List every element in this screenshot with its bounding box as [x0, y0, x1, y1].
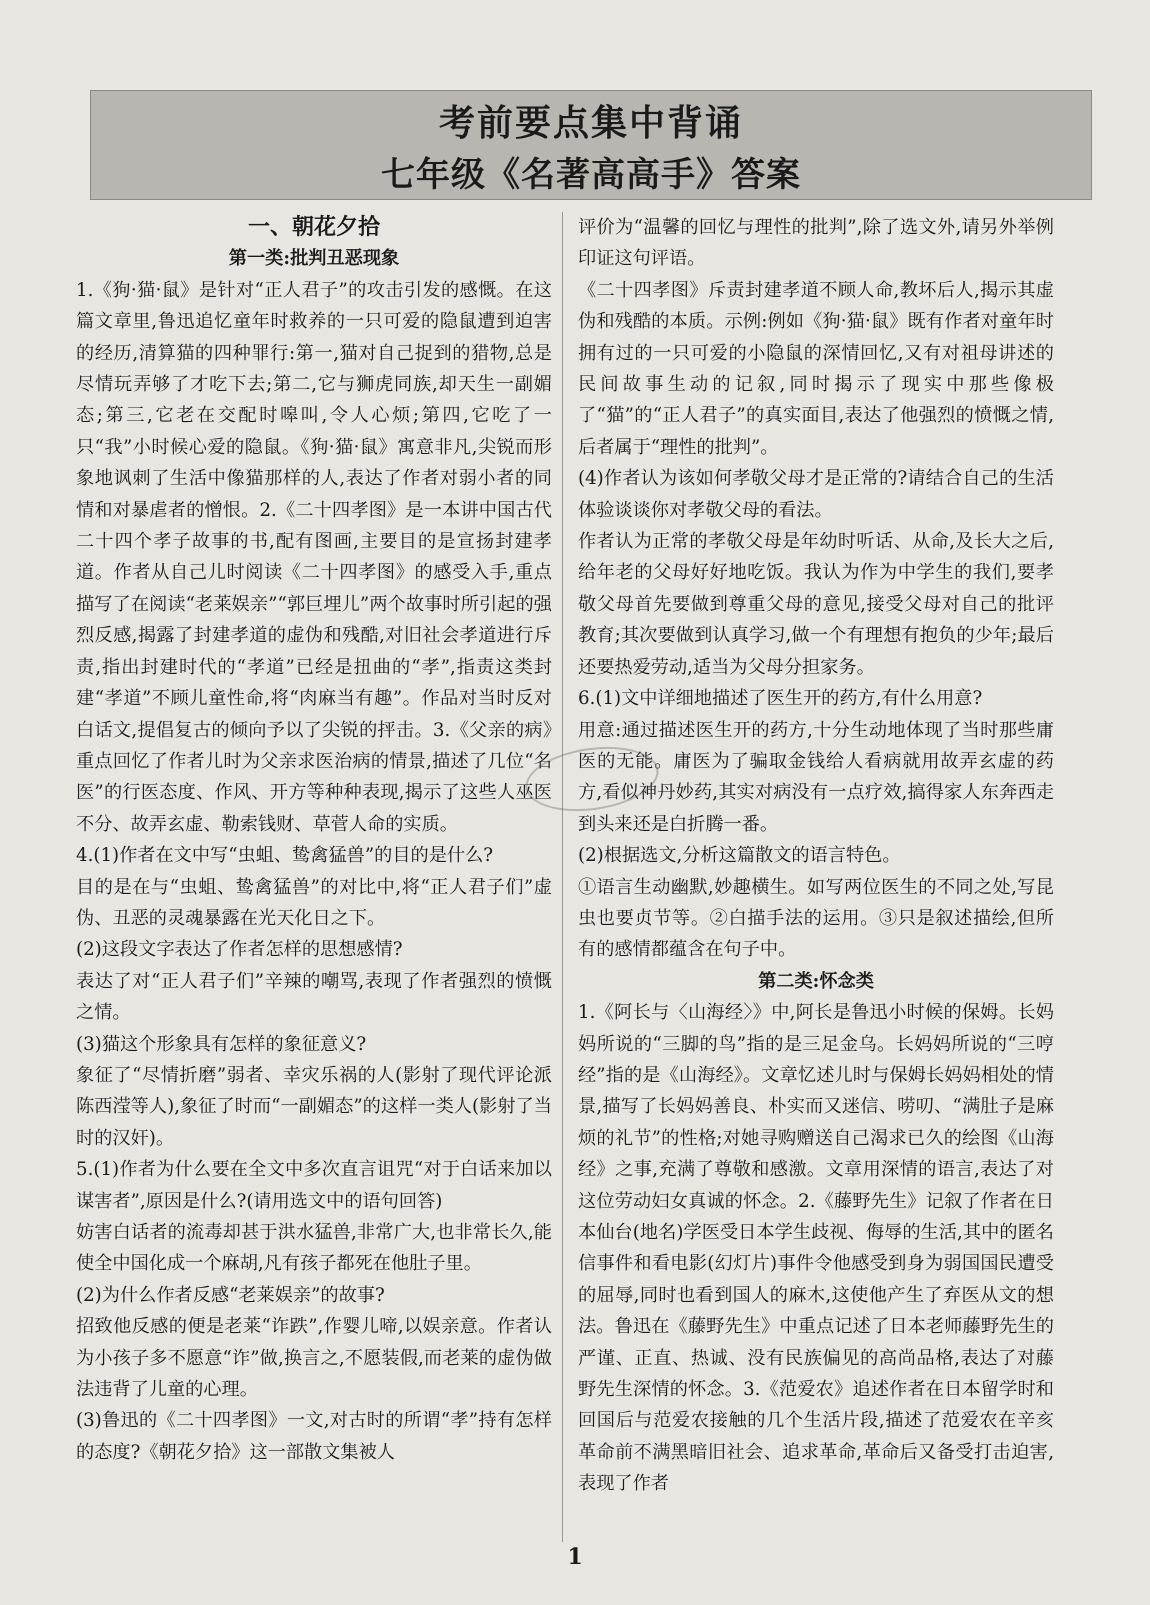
- answer-5-4: 作者认为正常的孝敬父母是年幼时听话、从命,及长大之后,给年老的父母好好地吃饭。我认为作为中学生的我们,要孝敬父母首先要做到尊重父母的意见,接受父母对自己的批评教育;其次要做到认真学习,做一个有理想有抱负的少年;最后还要热爱劳动,适当为父母分担家务。: [578, 531, 1054, 678]
- column-divider: [562, 212, 563, 1542]
- page-number: 1: [567, 1544, 583, 1570]
- page-title: 考前要点集中背诵: [438, 102, 743, 144]
- question-5-3-cont: 评价为“温馨的回忆与理性的批判”,除了选文外,请另外举例印证这句评语。: [578, 217, 1054, 270]
- right-column: [578, 212, 1054, 1500]
- question-5-1: 5.(1)作者为什么要在全文中多次直言诅咒“对于白话来加以谋害者”,原因是什么?(请用选文中的语句回答): [76, 1159, 552, 1212]
- section-title: 一、朝花夕拾: [247, 214, 380, 240]
- answer-4-2: 表达了对“正人君子们”辛辣的嘲骂,表现了作者强烈的愤慨之情。: [76, 970, 552, 1024]
- question-6-2: (2)根据选文,分析这篇散文的语言特色。: [578, 845, 901, 867]
- answer-5-1: 妨害白话者的流毒却甚于洪水猛兽,非常广大,也非常长久,能使全中国化成一个麻胡,凡有孩子都死在他肚子里。: [76, 1222, 552, 1275]
- question-4-3: (3)猫这个形象具有怎样的象征意义?: [76, 1033, 367, 1055]
- paragraph-memorial: 1.《阿长与〈山海经〉》中,阿长是鲁迅小时候的保姆。长妈妈所说的“三脚的鸟”指的是三足金乌。长妈妈所说的“三哼经”指的是《山海经》。文章忆述儿时与保姆长妈妈相处的情景,描写了长妈妈善良、朴实而又迷信、唠叨、“满肚子是麻烦的礼节”的性格;对她寻购赠送自己渴求已久的绘图《山海经》之事,充满了尊敬和感激。文章用深情的语言,表达了对这位劳动妇女真诚的怀念。2.《藤野先生》记叙了作者在日本仙台(地名)学医受日本学生歧视、侮辱的生活,其中的匿名信事件和看电影(幻灯片)事件令他感受到身为弱国国民遭受的屈辱,同时也看到国人的麻木,这使他产生了弃医从文的想法。鲁迅在《藤野先生》中重点记述了日本老师藤野先生的严谨、正直、热诚、没有民族偏见的高尚品格,表达了对藤野先生深情的怀念。3.《范爱农》追述作者在日本留学时和回国后与范爱农接触的几个生活片段,描述了范爱农在辛亥革命前不满黑暗旧社会、追求革命,革命后又备受打击迫害,表现了作者: [578, 1002, 1054, 1495]
- category-title-2: 第二类:怀念类: [758, 970, 874, 992]
- answer-6-2: ①语言生动幽默,妙趣横生。如写两位医生的不同之处,写昆虫也要贞节等。②白描手法的运用。③只是叙述描绘,但所有的感情都蕴含在句子中。: [578, 876, 1054, 961]
- left-column: [76, 212, 552, 1468]
- question-5-4: (4)作者认为该如何孝敬父母才是正常的?请结合自己的生活体验谈谈你对孝敬父母的看法。: [578, 468, 1054, 521]
- question-5-2: (2)为什么作者反感“老莱娱亲”的故事?: [76, 1284, 385, 1306]
- answer-5-2: 招致他反感的便是老莱“诈跌”,作婴儿啼,以娱亲意。作者认为小孩子多不愿意“诈”做,换言之,不愿装假,而老莱的虚伪做法违背了儿童的心理。: [76, 1316, 552, 1401]
- title-banner: [90, 90, 1092, 200]
- answer-6-1: 用意:通过描述医生开的药方,十分生动地体现了当时那些庸医的无能。庸医为了骗取金钱给人看病就用故弄玄虚的药方,看似神丹妙药,其实对病没有一点疗效,搞得家人东奔西走到头来还是白折腾一番。: [578, 719, 1054, 835]
- answer-4-3: 象征了“尽情折磨”弱者、幸灾乐祸的人(影射了现代评论派陈西滢等人),象征了时而“一副媚态”的这样一类人(影射了当时的汉奸)。: [76, 1064, 552, 1149]
- question-4-1: 4.(1)作者在文中写“虫蛆、鸷禽猛兽”的目的是什么?: [76, 845, 494, 867]
- question-4-2: (2)这段文字表达了作者怎样的思想感情?: [76, 939, 403, 961]
- paragraph-summary: 1.《狗·猫·鼠》是针对“正人君子”的攻击引发的感慨。在这篇文章里,鲁迅追忆童年时救养的一只可爱的隐鼠遭到迫害的经历,清算猫的四种罪行:第一,猫对自己捉到的猎物,总是尽情玩弄够了才吃下去;第二,它与狮虎同族,却天生一副媚态;第三,它老在交配时嗥叫,令人心烦;第四,它吃了一只“我”小时候心爱的隐鼠。《狗·猫·鼠》寓意非凡,尖锐而形象地讽刺了生活中像猫那样的人,表达了作者对弱小者的同情和对暴虐者的憎恨。2.《二十四孝图》是一本讲中国古代二十四个孝子故事的书,配有图画,主要目的是宣扬封建孝道。作者从自己儿时阅读《二十四孝图》的感受入手,重点描写了在阅读“老莱娱亲”“郭巨埋儿”两个故事时所引起的强烈反感,揭露了封建孝道的虚伪和残酷,对旧社会孝道进行斥责,指出封建时代的“孝道”已经是扭曲的“孝”,指责这类封建“孝道”不顾儿童性命,将“肉麻当有趣”。作品对当时反对白话文,提倡复古的倾向予以了尖锐的抨击。3.《父亲的病》重点回忆了作者儿时为父亲求医治病的情景,描述了几位“名医”的行医态度、作风、开方等种种表现,揭示了这些人巫医不分、故弄玄虚、勒索钱财、草菅人命的实质。: [76, 279, 552, 835]
- question-5-3: (3)鲁迅的《二十四孝图》一文,对古时的所谓“孝”持有怎样的态度?《朝花夕拾》这一部散文集被人: [76, 1410, 552, 1463]
- answer-5-3: 《二十四孝图》斥责封建孝道不顾人命,教坏后人,揭示其虚伪和残酷的本质。示例:例如《狗·猫·鼠》既有作者对童年时拥有过的一只可爱的小隐鼠的深情回忆,又有对祖母讲述的民间故事生动的记叙,同时揭示了现实中那些像极了“猫”的“正人君子”的真实面目,表达了他强烈的愤慨之情,后者属于“理性的批判”。: [578, 279, 1054, 458]
- category-title-1: 第一类:批判丑恶现象: [228, 248, 400, 270]
- answer-4-1: 目的是在与“虫蛆、鸷禽猛兽”的对比中,将“正人君子们”虚伪、丑恶的灵魂暴露在光天化日之下。: [76, 876, 552, 929]
- question-6-1: 6.(1)文中详细地描述了医生开的药方,有什么用意?: [578, 688, 983, 710]
- page-subtitle: 七年级《名著高高手》答案: [381, 155, 801, 195]
